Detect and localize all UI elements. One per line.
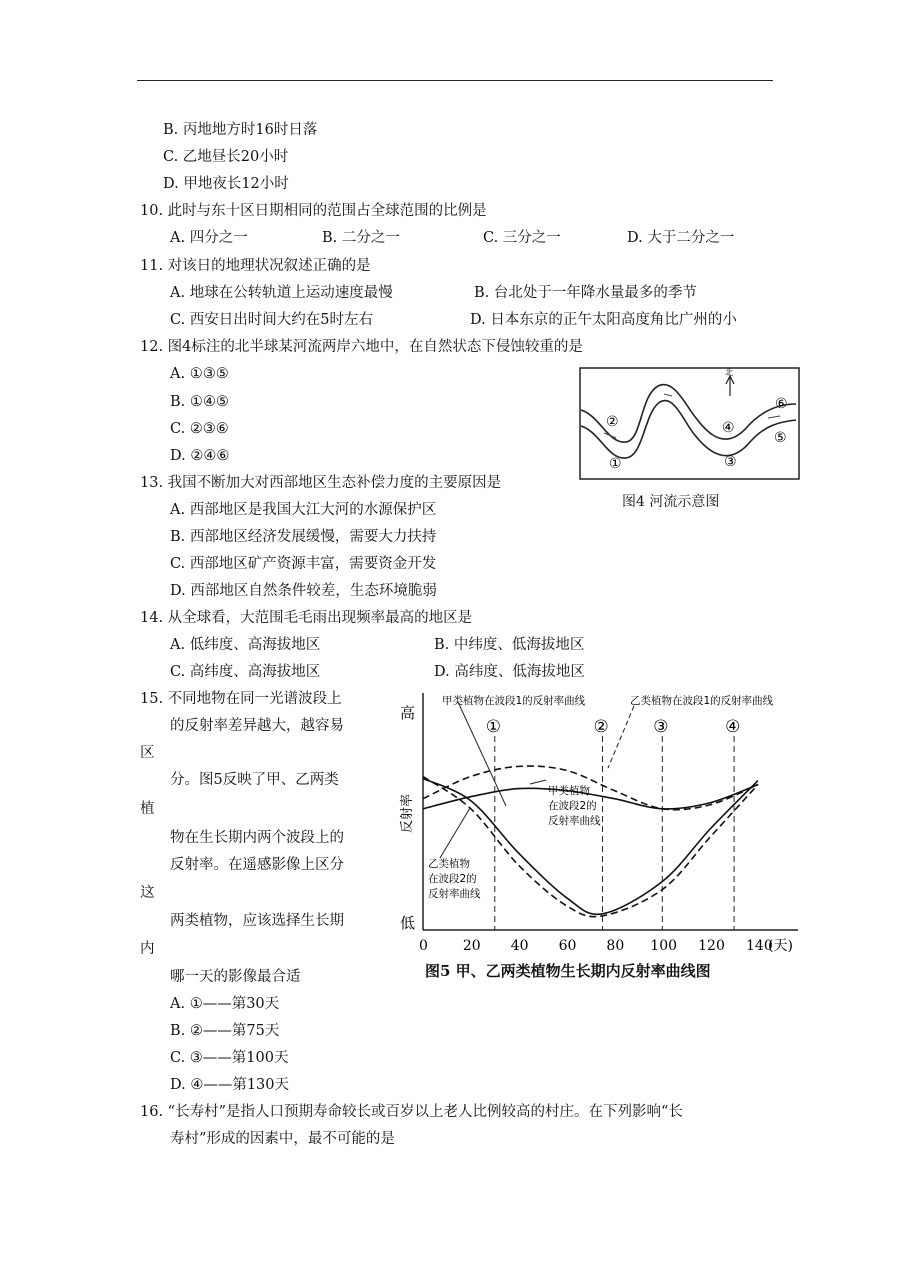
q15-line-3: 区 <box>140 745 155 761</box>
q13-option-b: B. 西部地区经济发展缓慢，需要大力扶持 <box>170 529 437 545</box>
fig5-label-yi-band2-1: 乙类植物 <box>428 858 470 870</box>
fig5-x-unit: (天) <box>768 938 793 954</box>
fig4-point-5: ⑤ <box>774 430 787 446</box>
fig5-label-jia-band1: 甲类植物在波段1的反射率曲线 <box>442 695 586 707</box>
q15-line-2: 的反射率差异越大，越容易 <box>170 718 344 734</box>
q9-option-d: D. 甲地夜长12小时 <box>163 176 289 192</box>
q13-stem: 13. 我国不断加大对西部地区生态补偿力度的主要原因是 <box>140 475 502 491</box>
q13-option-d: D. 西部地区自然条件较差，生态环境脆弱 <box>170 583 437 599</box>
fig5-y-high: 高 <box>400 704 416 722</box>
q14-option-d: D. 高纬度、低海拔地区 <box>434 664 585 680</box>
fig5-label-jia-band2-2: 在波段2的 <box>548 800 597 812</box>
fig4-caption: 图4 河流示意图 <box>622 494 720 510</box>
fig4-point-1: ① <box>609 456 622 472</box>
fig5-marker-label-3: ③ <box>653 717 669 737</box>
q10-option-d: D. 大于二分之一 <box>627 230 735 246</box>
q16-line-1: 16. “长寿村”是指人口预期寿命较长或百岁以上老人比例较高的村庄。在下列影响“长 <box>140 1104 683 1120</box>
q15-line-1: 15. 不同地物在同一光谱波段上 <box>140 691 342 707</box>
fig5-label-yi-band2-2: 在波段2的 <box>428 873 477 885</box>
fig5-label-yi-band2-3: 反射率曲线 <box>428 888 481 900</box>
fig4-river-diagram <box>578 366 804 484</box>
q13-option-c: C. 西部地区矿产资源丰富，需要资金开发 <box>170 556 437 572</box>
fig5-leader-yi2 <box>440 808 470 858</box>
fig5-x-tick-80: 80 <box>606 938 625 954</box>
fig5-reflectance-chart <box>398 688 808 958</box>
fig5-marker-label-2: ② <box>593 717 609 737</box>
fig5-y-low: 低 <box>400 914 416 932</box>
fig5-x-tick-100: 100 <box>650 938 678 954</box>
q9-option-b: B. 丙地地方时16时日落 <box>163 122 318 138</box>
q11-stem: 11. 对该日的地理状况叙述正确的是 <box>140 258 371 274</box>
q15-option-a: A. ①——第30天 <box>170 996 280 1012</box>
fig5-x-tick-120: 120 <box>698 938 725 954</box>
fig4-point-6: ⑥ <box>775 396 788 412</box>
q15-line-11: 哪一天的影像最合适 <box>170 969 301 985</box>
q10-option-a: A. 四分之一 <box>170 230 248 246</box>
fig5-y-label: 反射率 <box>400 793 415 833</box>
q14-option-b: B. 中纬度、低海拔地区 <box>434 637 585 653</box>
fig5-marker-label-4: ④ <box>725 717 741 737</box>
fig4-north-label: 北 <box>725 368 733 377</box>
fig4-point-3: ③ <box>724 454 737 470</box>
header-rule <box>137 80 773 81</box>
q12-stem: 12. 图4标注的北半球某河流两岸六地中，在自然状态下侵蚀较重的是 <box>140 339 583 355</box>
q15-line-10: 内 <box>140 941 155 957</box>
fig5-x-tick-20: 20 <box>462 938 481 954</box>
q15-line-7: 反射率。在遥感影像上区分 <box>170 857 344 873</box>
fig5-label-jia-band2-1: 甲类植物 <box>548 785 590 797</box>
q15-line-4: 分。图5反映了甲、乙两类 <box>170 772 339 788</box>
fig5-x-tick-140: 140 <box>746 938 773 954</box>
q12-option-b: B. ①④⑤ <box>170 394 229 410</box>
q10-stem: 10. 此时与东十区日期相同的范围占全球范围的比例是 <box>140 203 487 219</box>
q13-option-a: A. 西部地区是我国大江大河的水源保护区 <box>170 502 437 518</box>
fig5-leader-yi1 <box>608 706 634 768</box>
q11-option-d: D. 日本东京的正午太阳高度角比广州的小 <box>470 312 737 328</box>
fig5-label-yi-band1: 乙类植物在波段1的反射率曲线 <box>630 695 774 707</box>
q11-option-b: B. 台北处于一年降水量最多的季节 <box>474 285 697 301</box>
fig5-caption: 图5 甲、乙两类植物生长期内反射率曲线图 <box>425 962 711 980</box>
q12-option-d: D. ②④⑥ <box>170 448 230 464</box>
q15-line-8: 这 <box>140 885 155 901</box>
q9-option-c: C. 乙地昼长20小时 <box>163 149 289 165</box>
fig5-leader-jia2 <box>530 780 546 784</box>
fig4-point-4: ④ <box>722 420 735 436</box>
fig5-x-tick-60: 60 <box>558 938 577 954</box>
q16-line-2: 寿村”形成的因素中，最不可能的是 <box>170 1131 395 1147</box>
fig5-x-tick-40: 40 <box>510 938 529 954</box>
fig5-x-tick-0: 0 <box>419 938 428 954</box>
q14-option-a: A. 低纬度、高海拔地区 <box>170 637 321 653</box>
q10-option-c: C. 三分之一 <box>483 230 561 246</box>
q10-option-b: B. 二分之一 <box>322 230 400 246</box>
q11-option-c: C. 西安日出时间大约在5时左右 <box>170 312 374 328</box>
fig4-point-2: ② <box>606 414 619 430</box>
q15-option-b: B. ②——第75天 <box>170 1023 280 1039</box>
q15-line-9: 两类植物，应该选择生长期 <box>170 913 344 929</box>
q11-option-a: A. 地球在公转轨道上运动速度最慢 <box>170 285 393 301</box>
q15-option-d: D. ④——第130天 <box>170 1077 290 1093</box>
q12-option-a: A. ①③⑤ <box>170 366 229 382</box>
q12-option-c: C. ②③⑥ <box>170 421 229 437</box>
q14-stem: 14. 从全球看，大范围毛毛雨出现频率最高的地区是 <box>140 610 473 626</box>
fig5-label-jia-band2-3: 反射率曲线 <box>548 815 601 827</box>
q15-line-5: 植 <box>140 801 155 817</box>
q15-option-c: C. ③——第100天 <box>170 1050 289 1066</box>
fig5-marker-label-1: ① <box>485 717 502 737</box>
q15-line-6: 物在生长期内两个波段上的 <box>170 830 344 846</box>
q14-option-c: C. 高纬度、高海拔地区 <box>170 664 321 680</box>
